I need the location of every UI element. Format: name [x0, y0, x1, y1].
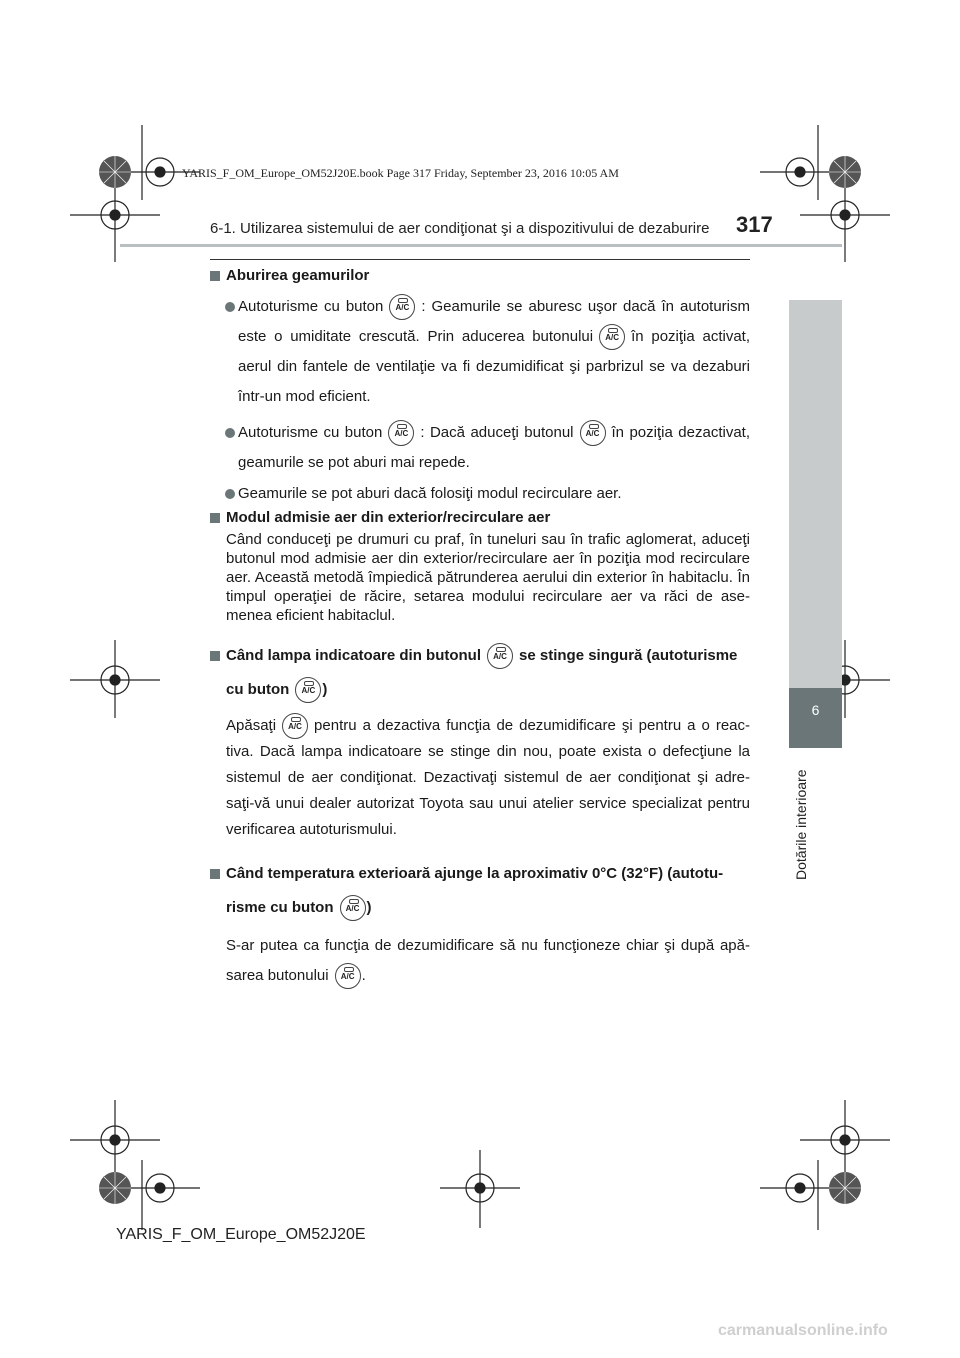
square-bullet-icon: [210, 651, 220, 661]
side-tab-strip: [789, 300, 842, 688]
list-item: Autoturisme cu buton A/C : Dacă aduceţi butonul A/C în poziţia dezactivat, geamurile se pot aburi mai repede.: [210, 418, 750, 478]
paragraph-lampa-indicatoare: Apăsaţi A/C pentru a dezactiva funcţia de dezumidificare şi pentru a o reac-tiva. Dacă lampa indicatoare se stinge din nou, poate exista o defecţiune la sistemul de aer condiţionat. Dezactivaţi sistemul de aer condiţionat şi adre-saţi-vă unui dealer autorizat Toyota sau unui atelier service specializat pentru verificarea autoturismului.: [226, 713, 750, 843]
ac-button-icon: A/C: [340, 895, 366, 921]
ac-button-icon: A/C: [580, 420, 606, 446]
square-bullet-icon: [210, 513, 220, 523]
ac-button-icon: A/C: [282, 713, 308, 739]
square-bullet-icon: [210, 869, 220, 879]
square-bullet-icon: [210, 271, 220, 281]
watermark: carmanualsonline.info: [718, 1322, 888, 1339]
side-tab-number: 6: [789, 688, 842, 748]
page-content: [210, 266, 750, 1005]
section-header-title: 6-1. Utilizarea sistemului de aer condiţionat şi a dispozitivului de dezaburire: [210, 220, 710, 237]
side-tab-label: Dotările interioare: [793, 769, 809, 880]
paragraph-modul-admisie: Când conduceţi pe drumuri cu praf, în tuneluri sau în trafic aglomerat, aduceţi butonul mod admisie aer din exterior/recirculare aer în poziţia mod recirculare aer. Această metodă împiedică pătrunderea aerului din exterior în habitaclu. În timpul operaţiei de răcire, setarea modului recirculare aer va răci de ase-menea eficient habitaclul.: [226, 531, 750, 624]
list-item: Autoturisme cu buton A/C : Geamurile se aburesc uşor dacă în autoturism este o umiditate crescută. Prin aducerea butonului A/C în poziţia activat, aerul din fantele de ventilaţie va fi dezumidificat şi parbrizul se va dezaburi într-un mod eficient.: [210, 292, 750, 412]
ac-button-icon: A/C: [487, 643, 513, 669]
page-number: 317: [736, 212, 773, 237]
ac-button-icon: A/C: [599, 324, 625, 350]
book-info-line: YARIS_F_OM_Europe_OM52J20E.book Page 317 Friday, September 23, 2016 10:05 AM: [182, 166, 619, 180]
list-item: Geamurile se pot aburi dacă folosiţi modul recirculare aer.: [210, 484, 750, 504]
ac-button-icon: A/C: [335, 963, 361, 989]
round-bullet-icon: [225, 428, 235, 438]
round-bullet-icon: [225, 489, 235, 499]
heading-aburirea-geamurilor: Aburirea geamurilor: [210, 266, 750, 286]
header-rule: [210, 259, 750, 260]
paragraph-temperatura-exterioara: S-ar putea ca funcţia de dezumidificare să nu funcţioneze chiar şi după apă-sarea butonului A/C .: [226, 931, 750, 991]
ac-button-icon: A/C: [389, 294, 415, 320]
ac-button-icon: A/C: [295, 677, 321, 703]
heading-lampa-indicatoare: Când lampa indicatoare din butonul A/C se stinge singură (autoturisme cu buton A/C ): [210, 639, 750, 707]
header-bar: [120, 244, 842, 247]
heading-modul-admisie: Modul admisie aer din exterior/recirculare aer: [210, 508, 750, 528]
round-bullet-icon: [225, 302, 235, 312]
heading-temperatura-exterioara: Când temperatura exterioară ajunge la aproximativ 0°C (32°F) (autotu-risme cu buton A/C ): [210, 857, 750, 925]
footer-document-id: YARIS_F_OM_Europe_OM52J20E: [116, 1226, 366, 1243]
ac-button-icon: A/C: [388, 420, 414, 446]
